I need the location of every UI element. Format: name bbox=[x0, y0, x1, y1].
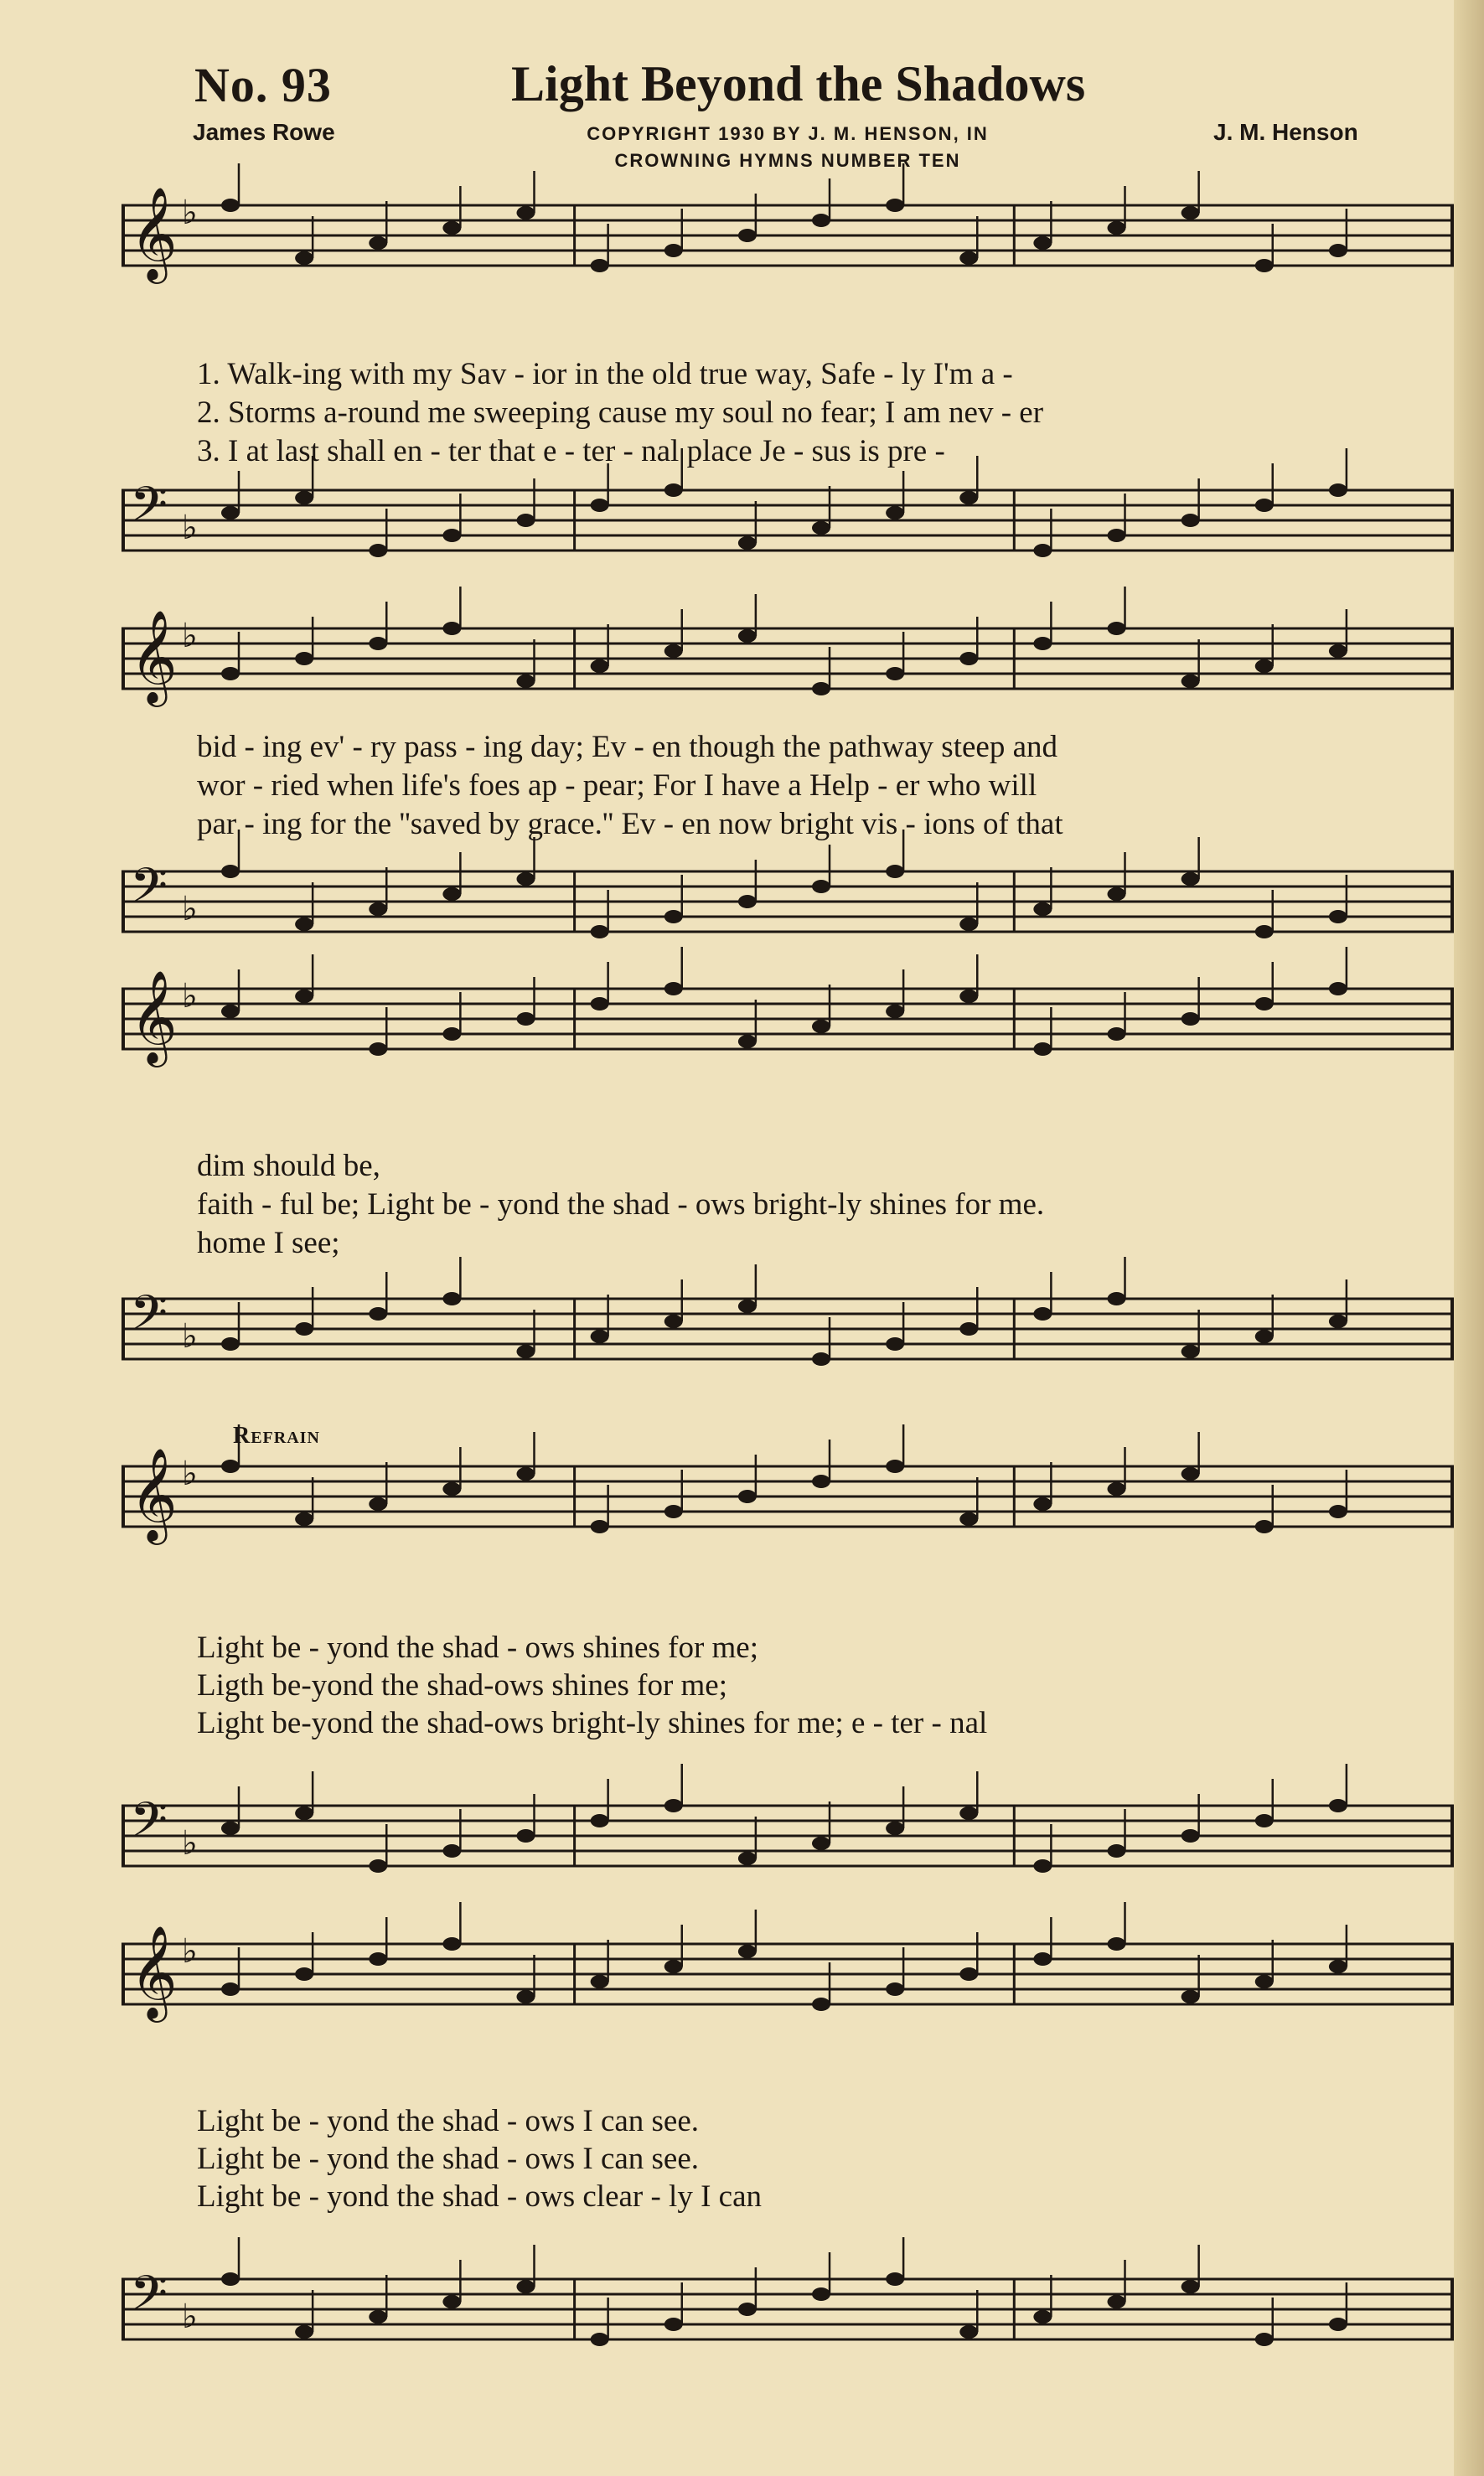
lyric-verse-1: Light be - yond the shad - ows I can see. bbox=[197, 2104, 700, 2138]
note-head bbox=[1108, 1844, 1126, 1858]
note-head bbox=[1329, 244, 1347, 257]
note-head bbox=[886, 1460, 904, 1473]
note-head bbox=[959, 1807, 978, 1820]
note-head bbox=[1182, 872, 1200, 886]
bass-clef-icon: 𝄢 bbox=[130, 1791, 168, 1860]
flat-icon: ♭ bbox=[182, 1932, 198, 1971]
composer-credit: J. M. Henson bbox=[1213, 119, 1358, 145]
note-head bbox=[1033, 2310, 1052, 2324]
note-head bbox=[517, 1990, 535, 2003]
note-head bbox=[517, 514, 535, 527]
note-head bbox=[1108, 887, 1126, 901]
bass-staff bbox=[122, 2254, 1454, 2380]
note-head bbox=[369, 902, 387, 916]
note-head bbox=[738, 2303, 757, 2316]
note-head bbox=[295, 491, 313, 504]
flat-icon: ♭ bbox=[182, 509, 198, 547]
note-head bbox=[369, 1952, 387, 1966]
refrain-label: Refrain bbox=[233, 1423, 320, 1449]
note-head bbox=[295, 1967, 313, 1981]
note-head bbox=[1255, 2333, 1274, 2346]
note-head bbox=[959, 918, 978, 931]
note-head bbox=[517, 206, 535, 220]
note-head bbox=[738, 536, 757, 550]
lyric-verse-3: Light be-yond the shad-ows bright-ly shines for me; e - ter - nal bbox=[197, 1706, 988, 1740]
music-system-2 bbox=[122, 603, 1454, 972]
note-head bbox=[1108, 221, 1126, 235]
note-head bbox=[517, 2280, 535, 2293]
bass-clef-icon: 𝄢 bbox=[130, 2265, 168, 2334]
note-head bbox=[221, 199, 240, 212]
note-head bbox=[738, 229, 757, 242]
note-head bbox=[517, 1345, 535, 1358]
note-head bbox=[442, 1844, 461, 1858]
note-head bbox=[591, 1814, 609, 1827]
treble-staff bbox=[122, 1441, 1454, 1567]
note-head bbox=[738, 1945, 757, 1958]
lyric-verse-2: wor - ried when life's foes ap - pear; For I have a Help - er who will bbox=[197, 768, 1037, 803]
note-head bbox=[1329, 1505, 1347, 1518]
note-head bbox=[295, 251, 313, 265]
note-head bbox=[738, 895, 757, 908]
note-head bbox=[369, 1497, 387, 1511]
note-head bbox=[664, 483, 683, 497]
copyright-line-2: CROWNING HYMNS NUMBER TEN bbox=[614, 150, 961, 171]
note-head bbox=[1182, 1990, 1200, 2003]
flat-icon: ♭ bbox=[182, 1824, 198, 1863]
note-head bbox=[369, 544, 387, 557]
note-head bbox=[442, 887, 461, 901]
note-head bbox=[1033, 1497, 1052, 1511]
note-head bbox=[1329, 1799, 1347, 1812]
note-head bbox=[517, 1012, 535, 1026]
music-system-4 bbox=[122, 1441, 1454, 1919]
note-head bbox=[886, 1337, 904, 1351]
bass-staff bbox=[122, 1781, 1454, 1906]
note-head bbox=[1255, 1520, 1274, 1533]
note-head bbox=[369, 1307, 387, 1321]
lyric-verse-1: bid - ing ev' - ry pass - ing day; Ev - en though the pathway steep and bbox=[197, 730, 1058, 764]
note-head bbox=[1329, 644, 1347, 658]
note-head bbox=[1033, 902, 1052, 916]
note-head bbox=[221, 667, 240, 680]
note-head bbox=[812, 521, 830, 535]
note-head bbox=[591, 1330, 609, 1343]
note-head bbox=[1182, 514, 1200, 527]
note-head bbox=[1329, 483, 1347, 497]
note-head bbox=[1329, 1315, 1347, 1328]
lyric-verse-1: 1. Walk-ing with my Sav - ior in the old true way, Safe - ly I'm a - bbox=[197, 357, 1013, 391]
note-head bbox=[959, 1967, 978, 1981]
note-head bbox=[1033, 1952, 1052, 1966]
note-head bbox=[1329, 1960, 1347, 1973]
note-head bbox=[517, 675, 535, 688]
lyric-verse-1: dim should be, bbox=[197, 1149, 380, 1183]
hymn-title: Light Beyond the Shadows bbox=[511, 56, 1086, 111]
note-head bbox=[221, 1337, 240, 1351]
note-head bbox=[664, 982, 683, 995]
note-head bbox=[221, 1005, 240, 1018]
treble-clef-icon: 𝄞 bbox=[130, 1925, 178, 2019]
flat-icon: ♭ bbox=[182, 194, 198, 232]
note-head bbox=[1255, 659, 1274, 673]
note-head bbox=[591, 659, 609, 673]
note-head bbox=[959, 251, 978, 265]
note-head bbox=[1033, 1042, 1052, 1056]
lyric-verse-1: Light be - yond the shad - ows shines for me; bbox=[197, 1631, 758, 1665]
treble-clef-icon: 𝄞 bbox=[130, 186, 178, 280]
note-head bbox=[738, 1490, 757, 1503]
flat-icon: ♭ bbox=[182, 617, 198, 655]
note-head bbox=[221, 506, 240, 519]
bass-clef-icon: 𝄢 bbox=[130, 476, 168, 545]
treble-clef-icon: 𝄞 bbox=[130, 609, 178, 703]
note-head bbox=[1182, 1467, 1200, 1481]
note-head bbox=[1033, 1859, 1052, 1873]
note-head bbox=[812, 1998, 830, 2011]
note-head bbox=[591, 1520, 609, 1533]
lyric-verse-3: Light be - yond the shad - ows clear - ly I can bbox=[197, 2179, 763, 2214]
music-system-3 bbox=[122, 964, 1454, 1399]
note-head bbox=[591, 499, 609, 512]
treble-staff bbox=[122, 1919, 1454, 2044]
note-head bbox=[738, 1852, 757, 1865]
flat-icon: ♭ bbox=[182, 1455, 198, 1493]
note-head bbox=[959, 491, 978, 504]
note-head bbox=[221, 865, 240, 878]
treble-staff bbox=[122, 964, 1454, 1089]
music-system-5 bbox=[122, 1919, 1454, 2422]
note-head bbox=[959, 652, 978, 665]
treble-staff bbox=[122, 180, 1454, 306]
bass-clef-icon: 𝄢 bbox=[130, 857, 168, 926]
note-head bbox=[442, 2295, 461, 2308]
note-head bbox=[369, 236, 387, 250]
note-head bbox=[1255, 1330, 1274, 1343]
note-head bbox=[1182, 206, 1200, 220]
note-head bbox=[221, 1460, 240, 1473]
copyright-line-1: COPYRIGHT 1930 BY J. M. HENSON, IN bbox=[587, 123, 989, 144]
note-head bbox=[295, 990, 313, 1003]
bass-staff bbox=[122, 1274, 1454, 1399]
note-head bbox=[295, 2325, 313, 2339]
note-head bbox=[1108, 1482, 1126, 1496]
note-head bbox=[812, 880, 830, 893]
note-head bbox=[1255, 997, 1274, 1011]
note-head bbox=[442, 622, 461, 635]
note-head bbox=[369, 1042, 387, 1056]
note-head bbox=[1182, 2280, 1200, 2293]
note-head bbox=[221, 2272, 240, 2286]
note-head bbox=[221, 1982, 240, 1996]
note-head bbox=[886, 667, 904, 680]
note-head bbox=[442, 1027, 461, 1041]
note-head bbox=[1255, 499, 1274, 512]
treble-clef-icon: 𝄞 bbox=[130, 969, 178, 1063]
note-head bbox=[1182, 675, 1200, 688]
lyricist-credit: James Rowe bbox=[193, 119, 335, 145]
note-head bbox=[959, 1322, 978, 1336]
note-head bbox=[959, 2325, 978, 2339]
note-head bbox=[959, 990, 978, 1003]
note-head bbox=[886, 1982, 904, 1996]
note-head bbox=[812, 1352, 830, 1366]
note-head bbox=[664, 644, 683, 658]
note-head bbox=[1329, 982, 1347, 995]
note-head bbox=[517, 1467, 535, 1481]
note-head bbox=[591, 259, 609, 272]
note-head bbox=[1255, 1975, 1274, 1988]
note-head bbox=[664, 910, 683, 923]
note-head bbox=[517, 872, 535, 886]
lyric-verse-3: 3. I at last shall en - ter that e - ter - nal place Je - sus is pre - bbox=[197, 434, 945, 468]
flat-icon: ♭ bbox=[182, 2298, 198, 2336]
note-head bbox=[1108, 529, 1126, 542]
bass-staff bbox=[122, 846, 1454, 972]
copyright-notice bbox=[503, 121, 1073, 174]
treble-clef-icon: 𝄞 bbox=[130, 1447, 178, 1541]
note-head bbox=[221, 1822, 240, 1835]
lyric-verse-3: home I see; bbox=[197, 1226, 340, 1260]
note-head bbox=[1255, 259, 1274, 272]
note-head bbox=[738, 1300, 757, 1313]
note-head bbox=[664, 1960, 683, 1973]
note-head bbox=[591, 2333, 609, 2346]
note-head bbox=[1108, 1292, 1126, 1305]
page-edge bbox=[1454, 0, 1484, 2476]
note-head bbox=[591, 1975, 609, 1988]
note-head bbox=[295, 1807, 313, 1820]
note-head bbox=[442, 1937, 461, 1951]
note-head bbox=[1033, 637, 1052, 650]
hymn-number: No. 93 bbox=[194, 58, 332, 112]
note-head bbox=[1108, 1937, 1126, 1951]
lyric-verse-3: par - ing for the ''saved by grace.'' Ev - en now bright vis - ions of that bbox=[197, 807, 1063, 841]
note-head bbox=[517, 1829, 535, 1843]
bass-clef-icon: 𝄢 bbox=[130, 1285, 168, 1353]
note-head bbox=[1033, 544, 1052, 557]
note-head bbox=[369, 2310, 387, 2324]
note-head bbox=[886, 199, 904, 212]
note-head bbox=[442, 221, 461, 235]
note-head bbox=[812, 682, 830, 695]
bass-staff bbox=[122, 465, 1454, 591]
flat-icon: ♭ bbox=[182, 890, 198, 928]
note-head bbox=[738, 629, 757, 643]
note-head bbox=[664, 2318, 683, 2331]
note-head bbox=[1182, 1829, 1200, 1843]
note-head bbox=[1329, 2318, 1347, 2331]
note-head bbox=[959, 1512, 978, 1526]
note-head bbox=[295, 1512, 313, 1526]
note-head bbox=[591, 925, 609, 938]
note-head bbox=[886, 506, 904, 519]
note-head bbox=[886, 1005, 904, 1018]
lyric-verse-2: faith - ful be; Light be - yond the shad - ows bright-ly shines for me. bbox=[197, 1187, 1045, 1222]
note-head bbox=[664, 244, 683, 257]
note-head bbox=[738, 1035, 757, 1048]
note-head bbox=[812, 214, 830, 227]
flat-icon: ♭ bbox=[182, 977, 198, 1016]
note-head bbox=[1033, 1307, 1052, 1321]
treble-staff bbox=[122, 603, 1454, 729]
note-head bbox=[369, 637, 387, 650]
note-head bbox=[664, 1505, 683, 1518]
note-head bbox=[1255, 1814, 1274, 1827]
note-head bbox=[295, 652, 313, 665]
note-head bbox=[295, 918, 313, 931]
note-head bbox=[812, 1020, 830, 1033]
note-head bbox=[812, 1475, 830, 1488]
note-head bbox=[442, 529, 461, 542]
note-head bbox=[886, 1822, 904, 1835]
note-head bbox=[812, 2287, 830, 2301]
note-head bbox=[664, 1799, 683, 1812]
music-system-1 bbox=[122, 180, 1454, 574]
note-head bbox=[1108, 2295, 1126, 2308]
note-head bbox=[295, 1322, 313, 1336]
note-head bbox=[886, 2272, 904, 2286]
note-head bbox=[369, 1859, 387, 1873]
note-head bbox=[664, 1315, 683, 1328]
note-head bbox=[1108, 622, 1126, 635]
lyric-verse-2: 2. Storms a-round me sweeping cause my soul no fear; I am nev - er bbox=[197, 395, 1044, 430]
lyric-verse-2: Ligth be-yond the shad-ows shines for me; bbox=[197, 1668, 727, 1703]
note-head bbox=[1182, 1345, 1200, 1358]
note-head bbox=[591, 997, 609, 1011]
note-head bbox=[442, 1292, 461, 1305]
note-head bbox=[1182, 1012, 1200, 1026]
note-head bbox=[1033, 236, 1052, 250]
note-head bbox=[886, 865, 904, 878]
note-head bbox=[812, 1837, 830, 1850]
flat-icon: ♭ bbox=[182, 1317, 198, 1356]
note-head bbox=[1329, 910, 1347, 923]
note-head bbox=[1255, 925, 1274, 938]
note-head bbox=[442, 1482, 461, 1496]
lyric-verse-2: Light be - yond the shad - ows I can see. bbox=[197, 2142, 700, 2176]
note-head bbox=[1108, 1027, 1126, 1041]
